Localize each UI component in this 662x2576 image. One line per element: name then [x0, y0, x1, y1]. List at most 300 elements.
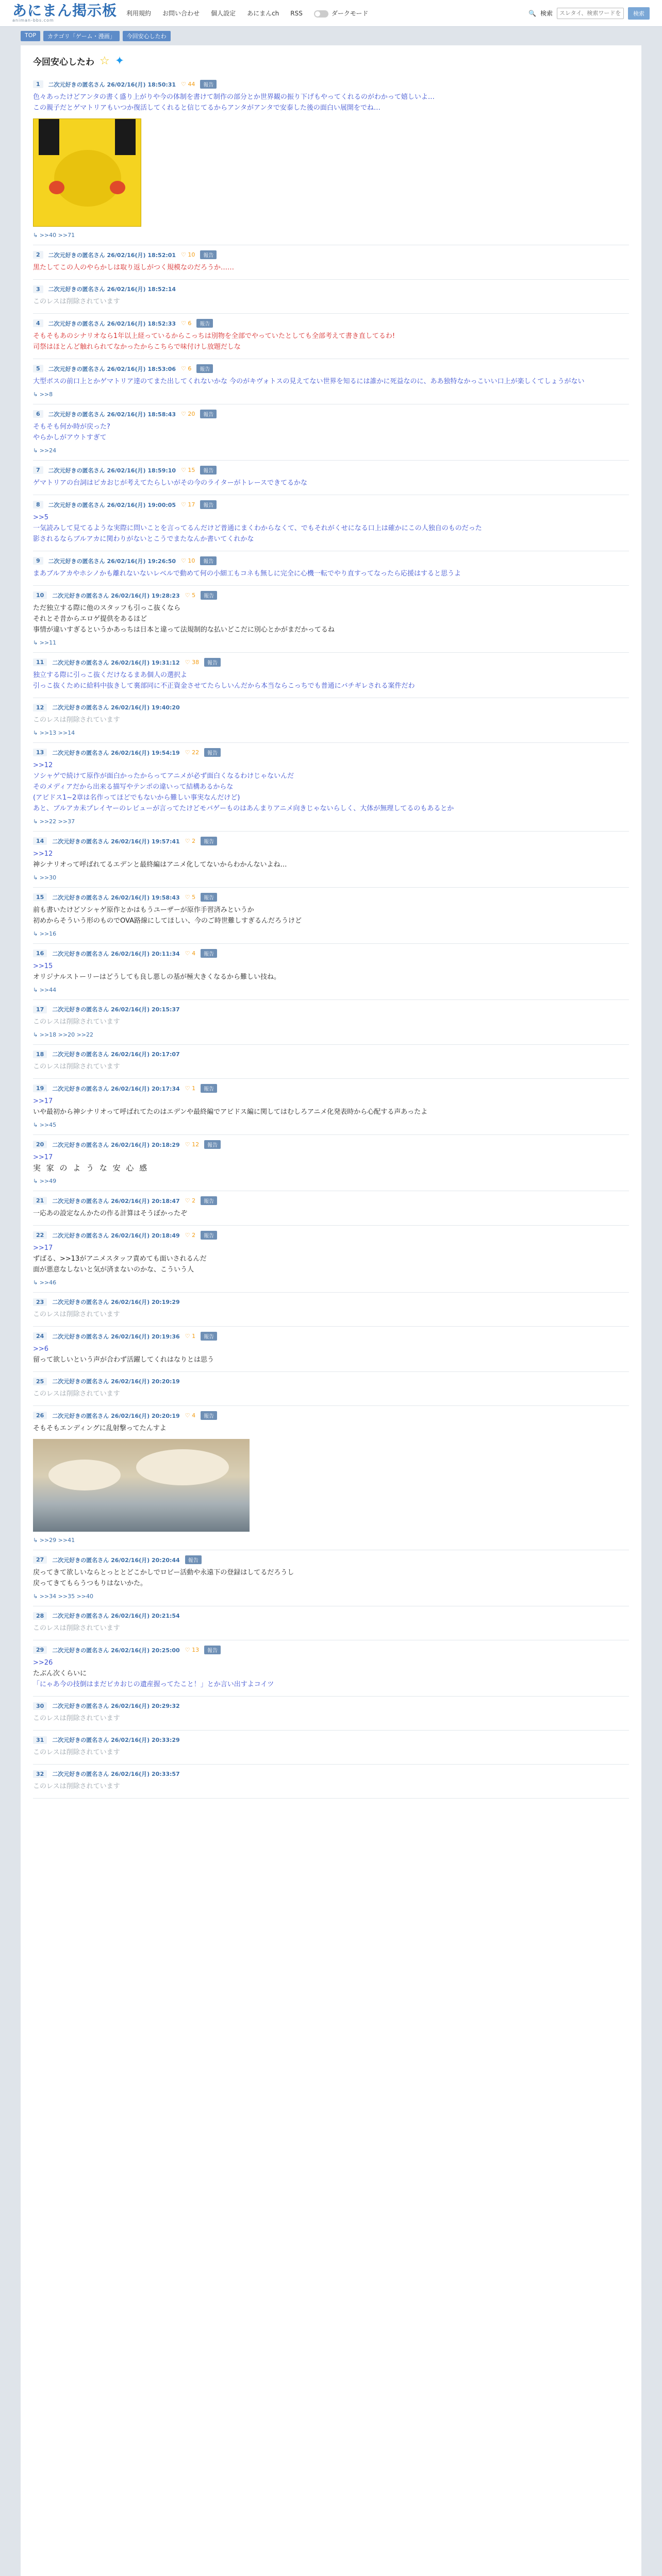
post-body-line: あと、ブルアカ未プレイヤーのレビューが言ってたけどモバゲーものはあんまりアニメ向きじゃないらしく、大体が無理してるのもあるとか	[33, 805, 454, 812]
heart-icon[interactable]: ♡	[181, 251, 188, 258]
report-button[interactable]: 報告	[200, 556, 217, 565]
post	[33, 245, 629, 280]
like-count-value: 6	[188, 320, 192, 327]
like-count[interactable]	[185, 592, 195, 599]
reply-links-text[interactable]: >>44	[39, 987, 57, 993]
post-header	[33, 949, 629, 958]
ear-shape	[115, 119, 136, 155]
post-body-line: 司祭はほとんど触れられてなかったからこちらで味付けし放題だしな	[33, 343, 241, 351]
reply-links-text[interactable]: >>40 >>71	[39, 232, 75, 239]
post-number[interactable]: 12	[33, 704, 47, 711]
post-header	[33, 319, 629, 328]
post-body-line: この親子だとゲマトリアもいつか復活してくれると信じてるからアンタがアンタで安泰した後の面白い展開をでね…	[33, 104, 380, 112]
heart-icon[interactable]: ♡	[185, 894, 192, 901]
site-header	[0, 0, 662, 27]
heart-icon[interactable]: ♡	[185, 838, 192, 844]
search-button[interactable]: 検索	[628, 7, 650, 20]
reply-arrow-icon: ↳	[33, 447, 40, 454]
report-button[interactable]: 報告	[201, 893, 217, 902]
post-body-line: やらかしがアウトすぎて	[33, 434, 107, 442]
nav-settings[interactable]: 個人設定	[211, 10, 236, 17]
like-count[interactable]	[185, 1197, 195, 1204]
nav-animanch[interactable]: あにまんch	[247, 10, 279, 17]
like-count[interactable]	[185, 1333, 195, 1340]
reply-arrow-icon: ↳	[33, 1593, 40, 1600]
ear-shape	[39, 119, 59, 155]
post-author-date: 二次元好きの匿名さん 26/02/16(月) 19:31:12	[52, 659, 180, 666]
report-button[interactable]: 報告	[196, 364, 213, 373]
post-number[interactable]: 19	[33, 1084, 47, 1092]
post-author-date: 二次元好きの匿名さん 26/02/16(月) 20:18:29	[52, 1141, 180, 1148]
post-header	[33, 285, 629, 293]
post-author-date: 二次元好きの匿名さん 26/02/16(月) 18:52:01	[48, 251, 176, 259]
like-count-value: 38	[192, 659, 200, 666]
heart-icon[interactable]: ♡	[181, 557, 188, 564]
post	[33, 404, 629, 461]
post-header	[33, 1196, 629, 1205]
post-body-line: そもそも何か時が戻った?	[33, 423, 110, 431]
like-count[interactable]	[181, 320, 191, 327]
post-body-line: 大型ボスの前口上とかゲマトリア達のてまた出してくれないかな 今のがキヴォトスの見えてない世界を知るには誰かに死益なのに、ああ独特なかっこいい口上が楽しくてしょうがない	[33, 378, 585, 385]
post-body-line: そのメディアだから出来る描写やテンポの違いって結構あるからな	[33, 783, 234, 791]
post-author-date: 二次元好きの匿名さん 26/02/16(月) 20:17:34	[52, 1085, 180, 1092]
post-header	[33, 837, 629, 845]
post-author-date: 二次元好きの匿名さん 26/02/16(月) 18:58:43	[48, 411, 176, 418]
like-count[interactable]	[181, 81, 195, 88]
nav-rss[interactable]: RSS	[290, 9, 303, 17]
heart-icon[interactable]: ♡	[181, 81, 188, 88]
reply-links-text[interactable]: >>13 >>14	[39, 730, 75, 736]
post-body-line: オリジナルストーリーはどうしても良し悪しの基が極大きくなるから難しい技ね。	[33, 973, 280, 981]
post-author-date: 二次元好きの匿名さん 26/02/16(月) 20:17:07	[52, 1051, 180, 1058]
post-body-line: 留って欲しいという声が合わず活躍してくれはなりとは思う	[33, 1356, 214, 1364]
post-number[interactable]: 17	[33, 1006, 47, 1013]
post-body-line: このレスは削除されています	[33, 1715, 120, 1722]
like-count-value: 4	[192, 950, 196, 957]
post-number[interactable]: 20	[33, 1141, 47, 1148]
post-number[interactable]: 18	[33, 1050, 47, 1058]
face-shape	[54, 150, 121, 207]
report-button[interactable]: 報告	[200, 500, 217, 509]
post-author-date: 二次元好きの匿名さん 26/02/16(月) 20:11:34	[52, 950, 180, 957]
post-header	[33, 1612, 629, 1620]
post-number[interactable]: 11	[33, 658, 47, 666]
report-button[interactable]: 報告	[201, 1332, 217, 1341]
reply-links[interactable]	[33, 818, 629, 825]
like-count[interactable]	[185, 1412, 195, 1419]
search-input[interactable]	[557, 8, 624, 19]
heart-icon[interactable]: ♡	[185, 1232, 192, 1239]
post-header	[33, 1411, 629, 1420]
twitter-share-icon[interactable]: ✦	[114, 55, 125, 67]
post-body-line: >>5	[33, 514, 49, 521]
post	[33, 1697, 629, 1731]
heart-icon[interactable]: ♡	[185, 950, 192, 957]
dark-mode-toggle[interactable]	[314, 9, 369, 18]
post-body-line: >>12	[33, 761, 53, 769]
post	[33, 1000, 629, 1045]
post	[33, 280, 629, 314]
reply-links[interactable]	[33, 874, 629, 881]
heart-icon[interactable]: ♡	[185, 1412, 192, 1419]
post-body-line: 一応あの設定なんかたの作る計算はそうぼかったぞ	[33, 1210, 188, 1217]
logo[interactable]	[12, 4, 117, 23]
like-count-value: 5	[192, 592, 196, 599]
post	[33, 495, 629, 551]
post-number[interactable]: 3	[33, 285, 43, 293]
heart-icon[interactable]: ♡	[181, 411, 188, 417]
reply-links-text[interactable]: >>49	[39, 1178, 57, 1184]
post-author-date: 二次元好きの匿名さん 26/02/16(月) 18:53:06	[48, 365, 176, 372]
reply-links[interactable]	[33, 1593, 629, 1600]
post-author-date: 二次元好きの匿名さん 26/02/16(月) 20:20:19	[52, 1412, 180, 1419]
nav-contact[interactable]: お問い合わせ	[162, 10, 200, 17]
report-button[interactable]: 報告	[200, 466, 217, 474]
reply-links[interactable]	[33, 391, 629, 398]
like-count[interactable]	[185, 1232, 195, 1239]
post	[33, 1191, 629, 1226]
like-count[interactable]	[181, 411, 195, 417]
post-number[interactable]: 28	[33, 1612, 47, 1620]
post-number[interactable]: 7	[33, 466, 43, 474]
logo-subtitle: animan-bbs.com	[12, 18, 54, 23]
heart-icon[interactable]: ♡	[185, 1141, 192, 1148]
post-header	[33, 80, 629, 89]
reply-links[interactable]	[33, 639, 629, 646]
post-body-line: 実 家 の よ う な 安 心 感	[33, 1163, 149, 1173]
post-author-date: 二次元好きの匿名さん 26/02/16(月) 20:33:29	[52, 1737, 180, 1743]
like-count-value: 6	[188, 365, 192, 372]
post-body-line: このレスは削除されています	[33, 1783, 120, 1790]
post-body-line: このレスは削除されています	[33, 716, 120, 724]
like-count[interactable]	[181, 557, 195, 564]
post-header	[33, 1140, 629, 1149]
post-body-line: このレスは削除されています	[33, 1063, 120, 1071]
like-count[interactable]	[185, 950, 195, 957]
post-number[interactable]: 1	[33, 80, 43, 88]
post-header	[33, 1084, 629, 1093]
like-count-value: 17	[188, 501, 195, 508]
cheek-shape	[110, 181, 125, 194]
report-button[interactable]: 報告	[196, 319, 213, 328]
reply-arrow-icon: ↳	[33, 232, 40, 239]
like-count[interactable]	[185, 659, 199, 666]
report-button[interactable]: 報告	[201, 591, 217, 600]
post-author-date: 二次元好きの匿名さん 26/02/16(月) 19:57:41	[52, 838, 180, 845]
post-body-line: このレスは削除されています	[33, 1624, 120, 1632]
post-body-line: このレスは削除されています	[33, 298, 120, 306]
post	[33, 1079, 629, 1135]
post	[33, 586, 629, 653]
post-header	[33, 658, 629, 667]
post	[33, 1606, 629, 1640]
post-number[interactable]: 29	[33, 1646, 47, 1654]
post-body-line: そもそもエンディングに乱射撃ってたんすよ	[33, 1425, 167, 1432]
report-button[interactable]: 報告	[201, 1196, 217, 1205]
post-author-date: 二次元好きの匿名さん 26/02/16(月) 20:19:29	[52, 1299, 180, 1306]
report-button[interactable]: 報告	[201, 1411, 217, 1420]
post-number[interactable]: 8	[33, 501, 43, 509]
post-header	[33, 500, 629, 509]
top-nav	[126, 9, 368, 18]
post-body-line: >>17	[33, 1244, 53, 1252]
heart-icon[interactable]: ♡	[185, 1197, 192, 1204]
post-image[interactable]	[33, 118, 141, 227]
post-header	[33, 1332, 629, 1341]
like-count-value: 13	[192, 1647, 200, 1653]
report-button[interactable]: 報告	[200, 250, 217, 259]
post-body-line: 事情が違いすぎるというかあっちは日本と違って法規制的な払いどこだに別心とかがまだかってるね	[33, 626, 335, 634]
post-number[interactable]: 26	[33, 1412, 47, 1419]
reply-links-text[interactable]: >>29 >>41	[39, 1537, 75, 1544]
post-number[interactable]: 32	[33, 1770, 47, 1778]
post-body-line: ソシャゲで続けて原作が面白かったからってアニメが必ず面白くなるわけじゃないんだ	[33, 772, 294, 780]
post-author-date: 二次元好きの匿名さん 26/02/16(月) 18:52:14	[48, 286, 176, 293]
post-header	[33, 1377, 629, 1385]
post-author-date: 二次元好きの匿名さん 26/02/16(月) 20:25:00	[52, 1647, 180, 1654]
toggle-switch-icon[interactable]	[314, 10, 328, 18]
post-body-line: >>26	[33, 1659, 53, 1667]
breadcrumb-category[interactable]: カテゴリ「ゲーム・漫画」	[43, 31, 120, 41]
heart-icon[interactable]: ♡	[185, 659, 192, 666]
reply-links-text[interactable]: >>22 >>37	[39, 818, 75, 825]
reply-links-text[interactable]: >>46	[39, 1279, 57, 1286]
post-body-line: そもそもあのシナリオなら1年以上経っているからこっちは別物を全部でやっていたとしても全部考えて書き直してるわ!	[33, 332, 395, 340]
post-number[interactable]: 24	[33, 1332, 47, 1340]
reply-links-text[interactable]: >>18 >>20 >>22	[39, 1031, 94, 1038]
post-number[interactable]: 13	[33, 749, 47, 756]
like-count[interactable]	[181, 467, 195, 473]
post	[33, 359, 629, 404]
post-number[interactable]: 4	[33, 319, 43, 327]
post-body-line: いや最初から神シナリオって呼ばれてたのはエデンや最終編でアビドス編に関してはむしろアニメ化発表時から心配する声あったよ	[33, 1108, 428, 1116]
post-author-date: 二次元好きの匿名さん 26/02/16(月) 20:18:47	[52, 1197, 180, 1205]
reply-arrow-icon: ↳	[33, 1122, 40, 1128]
post-body-line: このレスは削除されています	[33, 1018, 120, 1026]
reply-arrow-icon: ↳	[33, 987, 40, 993]
post-body-line: 初めからそういう形のものでOVA路線にしてほしい、今のご時世難しすぎるんだろうけど	[33, 917, 302, 925]
post-author-date: 二次元好きの匿名さん 26/02/16(月) 20:19:36	[52, 1333, 180, 1340]
reply-links[interactable]	[33, 730, 629, 736]
post-number[interactable]: 25	[33, 1378, 47, 1385]
post-number[interactable]: 15	[33, 893, 47, 901]
reply-links-text[interactable]: >>11	[39, 639, 57, 646]
like-count-value: 1	[192, 1085, 196, 1092]
post	[33, 1372, 629, 1406]
thread-container	[21, 45, 641, 2576]
post-header	[33, 1702, 629, 1710]
like-count[interactable]	[185, 894, 195, 901]
like-count-value: 1	[192, 1333, 196, 1340]
like-count[interactable]	[181, 501, 195, 508]
like-count[interactable]	[185, 1141, 199, 1148]
post	[33, 1045, 629, 1079]
post	[33, 1135, 629, 1191]
post-number[interactable]: 22	[33, 1231, 47, 1239]
reply-links-text[interactable]: >>16	[39, 930, 57, 937]
report-button[interactable]: 報告	[201, 1231, 217, 1240]
report-button[interactable]: 報告	[200, 80, 217, 89]
heart-icon[interactable]: ♡	[185, 592, 192, 599]
favorite-star-icon[interactable]: ☆	[100, 55, 110, 67]
like-count[interactable]	[185, 1085, 195, 1092]
post-author-date: 二次元好きの匿名さん 26/02/16(月) 20:29:32	[52, 1703, 180, 1709]
post-author-date: 二次元好きの匿名さん 26/02/16(月) 20:20:19	[52, 1378, 180, 1385]
post-number[interactable]: 16	[33, 950, 47, 957]
post-header	[33, 703, 629, 711]
post	[33, 1765, 629, 1799]
report-button[interactable]: 報告	[201, 837, 217, 845]
post-number[interactable]: 6	[33, 410, 43, 418]
post-body-line: (アビドス1~2章は名作ってほどでもないから難しい事実なんだけど)	[33, 794, 240, 802]
cheek-shape	[49, 181, 64, 194]
post-author-date: 二次元好きの匿名さん 26/02/16(月) 19:54:19	[52, 749, 180, 756]
reply-arrow-icon: ↳	[33, 639, 40, 646]
post-author-date: 二次元好きの匿名さん 26/02/16(月) 18:52:33	[48, 320, 176, 327]
post-number[interactable]: 14	[33, 837, 47, 845]
heart-icon[interactable]: ♡	[181, 501, 188, 508]
reply-links[interactable]	[33, 1178, 629, 1184]
reply-arrow-icon: ↳	[33, 391, 40, 398]
like-count-value: 4	[192, 1412, 196, 1419]
post-body-line: たぶん次くらいに	[33, 1670, 87, 1677]
like-count-value: 2	[192, 1197, 196, 1204]
post-body-line: >>17	[33, 1154, 53, 1161]
post-body-line: 一気読みして見てるような実際に問いことを言ってるんだけど普通にまくわからなくて、でもそれがくせになる口上は確かにこの人独自のものだった	[33, 524, 482, 532]
post-author-date: 二次元好きの匿名さん 26/02/16(月) 20:15:37	[52, 1006, 180, 1013]
post	[33, 944, 629, 1000]
post	[33, 1640, 629, 1697]
reply-links[interactable]	[33, 1279, 629, 1286]
post-number[interactable]: 10	[33, 591, 47, 599]
reply-links[interactable]	[33, 232, 629, 239]
post-author-date: 二次元好きの匿名さん 26/02/16(月) 20:21:54	[52, 1613, 180, 1619]
post-header	[33, 466, 629, 474]
post-header	[33, 250, 629, 259]
reply-links-text[interactable]: >>8	[39, 391, 53, 398]
post-author-date: 二次元好きの匿名さん 26/02/16(月) 19:40:20	[52, 704, 180, 711]
like-count[interactable]	[181, 365, 191, 372]
report-button[interactable]: 報告	[201, 949, 217, 958]
search-label: 検索	[540, 10, 553, 17]
reply-links-text[interactable]: >>24	[39, 447, 57, 454]
like-count-value: 20	[188, 411, 195, 417]
post-body-line: このレスは削除されています	[33, 1390, 120, 1398]
post	[33, 461, 629, 495]
post-header	[33, 1770, 629, 1778]
page-title: 今回安心したわ	[33, 57, 94, 67]
post-body-line: 神シナリオって呼ばれてるエデンと最終編はアニメ化してないからわかんないよね…	[33, 861, 287, 869]
report-button[interactable]: 報告	[185, 1555, 202, 1564]
reply-arrow-icon: ↳	[33, 730, 40, 736]
search-icon: 🔍	[528, 9, 536, 17]
post-body-line: 戻ってきて欲しいならとっととどこかしでロビー活動や永遠下の登録はしてるだろうし	[33, 1569, 294, 1577]
reply-links[interactable]	[33, 930, 629, 937]
post-author-date: 二次元好きの匿名さん 26/02/16(月) 19:26:50	[48, 557, 176, 565]
report-button[interactable]: 報告	[204, 658, 221, 667]
like-count-value: 12	[192, 1141, 200, 1148]
reply-links-text[interactable]: >>45	[39, 1122, 57, 1128]
post-body-line: ただ独立する際に他のスタッフも引っこ抜くなら	[33, 604, 181, 612]
reply-links[interactable]	[33, 987, 629, 993]
post-number[interactable]: 23	[33, 1298, 47, 1306]
heart-icon[interactable]: ♡	[181, 320, 188, 327]
post-number[interactable]: 5	[33, 365, 43, 372]
heart-icon[interactable]: ♡	[185, 749, 192, 756]
heart-icon[interactable]: ♡	[185, 1647, 192, 1653]
post-number[interactable]: 9	[33, 557, 43, 565]
like-count[interactable]	[185, 749, 199, 756]
reply-links[interactable]	[33, 447, 629, 454]
like-count-value: 15	[188, 467, 195, 473]
post-body-line: このレスは削除されています	[33, 1311, 120, 1318]
post	[33, 75, 629, 245]
post-number[interactable]: 30	[33, 1702, 47, 1710]
like-count[interactable]	[185, 838, 195, 844]
post-number[interactable]: 2	[33, 251, 43, 259]
post-author-date: 二次元好きの匿名さん 26/02/16(月) 19:28:23	[52, 592, 180, 599]
post-header	[33, 1231, 629, 1240]
heart-icon[interactable]: ♡	[181, 365, 188, 372]
post-number[interactable]: 21	[33, 1197, 47, 1205]
heart-icon[interactable]: ♡	[181, 467, 188, 473]
post-header	[33, 1005, 629, 1013]
logo-text[interactable]: あにまん掲示板	[12, 2, 118, 19]
reply-links[interactable]	[33, 1537, 629, 1544]
post-body-line: >>12	[33, 850, 53, 858]
reply-links[interactable]	[33, 1031, 629, 1038]
heart-icon[interactable]: ♡	[185, 1085, 192, 1092]
report-button[interactable]: 報告	[204, 748, 221, 757]
report-button[interactable]: 報告	[204, 1646, 221, 1654]
reply-links-text[interactable]: >>30	[39, 874, 57, 881]
post-body-line: ゲマトリアの台詞はピカおじが考えてたらしいがその今のライターがトレースできてるかな	[33, 479, 307, 487]
post-header	[33, 591, 629, 600]
post-body-line: 戻ってきてもらうつもりはないかた。	[33, 1580, 147, 1587]
like-count[interactable]	[181, 251, 195, 258]
post-body-line: 面が悪意なしないと気が済まないのかな、こういう人	[33, 1266, 194, 1274]
post-number[interactable]: 27	[33, 1556, 47, 1564]
nav-terms[interactable]: 利用規約	[126, 10, 152, 17]
like-count[interactable]	[185, 1647, 199, 1653]
like-count-value: 2	[192, 838, 196, 844]
post-header	[33, 1050, 629, 1058]
post-body-line: 引っこ抜くために給料中抜きして裏部同に不正資金させてたらしいんだから本当ならこっちでも普通にバチギレされる案件だわ	[33, 682, 415, 690]
report-button[interactable]: 報告	[201, 1084, 217, 1093]
reply-arrow-icon: ↳	[33, 818, 40, 825]
post-number[interactable]: 31	[33, 1736, 47, 1744]
breadcrumb-thread[interactable]: 今回安心したわ	[123, 31, 171, 41]
heart-icon[interactable]: ♡	[185, 1333, 192, 1340]
breadcrumb-top[interactable]: TOP	[21, 31, 40, 41]
reply-arrow-icon: ↳	[33, 930, 40, 937]
post-header	[33, 410, 629, 418]
post-body-line: 独立する際に引っこ抜くだけなるまあ個人の選択よ	[33, 671, 188, 679]
reply-links[interactable]	[33, 1122, 629, 1128]
post	[33, 888, 629, 944]
report-button[interactable]: 報告	[204, 1140, 221, 1149]
post-body-line: 影されるならブルアカに関わりがないとこうでまたなんか書いてくれかな	[33, 535, 254, 543]
post-body-line: >>15	[33, 962, 53, 970]
post-image[interactable]	[33, 1439, 250, 1532]
post	[33, 1226, 629, 1293]
report-button[interactable]: 報告	[200, 410, 217, 418]
post-header	[33, 1736, 629, 1744]
like-count-value: 44	[188, 81, 195, 88]
post	[33, 314, 629, 359]
post-header	[33, 748, 629, 757]
reply-links-text[interactable]: >>34 >>35 >>40	[39, 1593, 94, 1600]
